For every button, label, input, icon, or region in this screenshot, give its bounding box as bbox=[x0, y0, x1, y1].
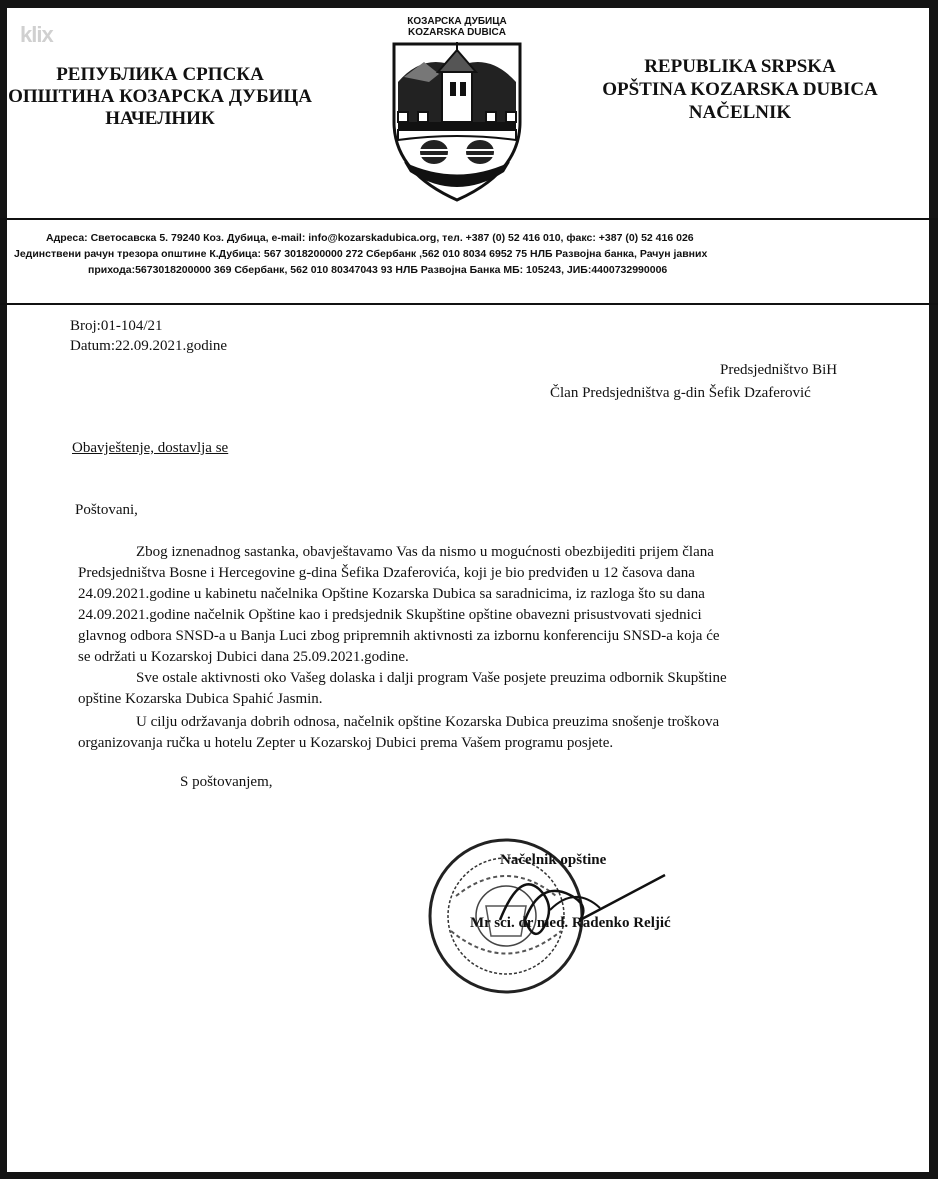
recipient-line1: Predsjedništvo BiH bbox=[720, 362, 838, 378]
recipient-line2: Član Predsjedništva g-din Šefik Dzaferović bbox=[550, 385, 811, 401]
header-right-line2: OPŠTINA KOZARSKA DUBICA bbox=[602, 79, 878, 100]
paragraph-2-line1: Sve ostale aktivnosti oko Vašeg dolaska i dalji program Vaše posjete preuzima odbornik Skupštine bbox=[136, 670, 727, 686]
header-rule-bottom bbox=[0, 303, 938, 305]
address-line3: прихода:5673018200000 369 Сбербанк, 562 010 80347043 93 НЛБ Развојна Банка МБ: 105243, ЈИБ:4400732990006 bbox=[88, 264, 668, 276]
header-right-line1: REPUBLIKA SRPSKA bbox=[644, 56, 836, 77]
reference-date: Datum:22.09.2021.godine bbox=[70, 338, 228, 354]
signatory-title: Načelnik opštine bbox=[500, 852, 607, 868]
header-left-line2: ОПШТИНА КОЗАРСКА ДУБИЦА bbox=[8, 86, 312, 107]
paragraph-1-line1: Zbog iznenadnog sastanka, obavještavamo Vas da nismo u mogućnosti obezbijediti prijem člana bbox=[136, 544, 714, 560]
header-right-line3: NAČELNIK bbox=[688, 102, 792, 123]
crest-title-cyrillic: КОЗАРСКА ДУБИЦА bbox=[407, 16, 507, 27]
subject-line: Obavještenje, dostavlja se bbox=[72, 440, 229, 456]
paragraph-1-line4: 24.09.2021.godine načelnik Opštine kao i predsjednik Skupštine opštine obavezni prisustvovati sjednici bbox=[78, 607, 702, 623]
header-right bbox=[580, 55, 900, 124]
site-watermark: klix bbox=[20, 22, 53, 47]
salutation: Poštovani, bbox=[75, 502, 138, 518]
reference-number: Broj:01-104/21 bbox=[70, 318, 163, 334]
header-left bbox=[0, 64, 320, 130]
signatory-name: Mr sci. dr med. Radenko Reljić bbox=[470, 915, 671, 931]
closing: S poštovanjem, bbox=[180, 774, 273, 790]
crest-title-latin: KOZARSKA DUBICA bbox=[408, 27, 506, 38]
address-line2: Јединствени рачун трезора општине К.Дубица: 567 3018200000 272 Сбербанк ,562 010 8034 6952 75 НЛБ Развојна банка, Рачун јавних bbox=[14, 248, 708, 260]
paragraph-1-line2: Predsjedništva Bosne i Hercegovine g-dina Šefika Dzaferovića, koji je bio predviđen u 12 časova dana bbox=[78, 565, 695, 581]
paragraph-1-line3: 24.09.2021.godine u kabinetu načelnika Opštine Kozarska Dubica sa saradnicima, iz razloga što su dana bbox=[78, 586, 705, 602]
header-left-line3: НАЧЕЛНИК bbox=[105, 108, 215, 129]
municipality-crest-icon bbox=[384, 12, 530, 202]
paragraph-2-line2: opštine Kozarska Dubica Spahić Jasmin. bbox=[78, 691, 323, 707]
header-left-line1: РЕПУБЛИКА СРПСКА bbox=[56, 64, 264, 85]
header-rule-top bbox=[0, 218, 938, 220]
paragraph-1-line5: glavnog odbora SNSD-a u Banja Luci zbog pripremnih aktivnosti za izbornu konferenciju SNSD-a koja će bbox=[78, 628, 720, 644]
paragraph-3-line1: U cilju održavanja dobrih odnosa, načelnik opštine Kozarska Dubica preuzima snošenje troškova bbox=[136, 714, 720, 730]
paragraph-3-line2: organizovanja ručka u hotelu Zepter u Kozarskoj Dubici prema Vašem programu posjete. bbox=[78, 735, 614, 751]
address-line1: Адреса: Светосавска 5. 79240 Коз. Дубица, e-mail: info@kozarskadubica.org, тел. +387 (0) 52 416 010, факс: +387 (0) 52 416 026 bbox=[46, 232, 694, 244]
paragraph-1-line6: se održati u Kozarskoj Dubici dana 25.09.2021.godine. bbox=[78, 649, 409, 665]
